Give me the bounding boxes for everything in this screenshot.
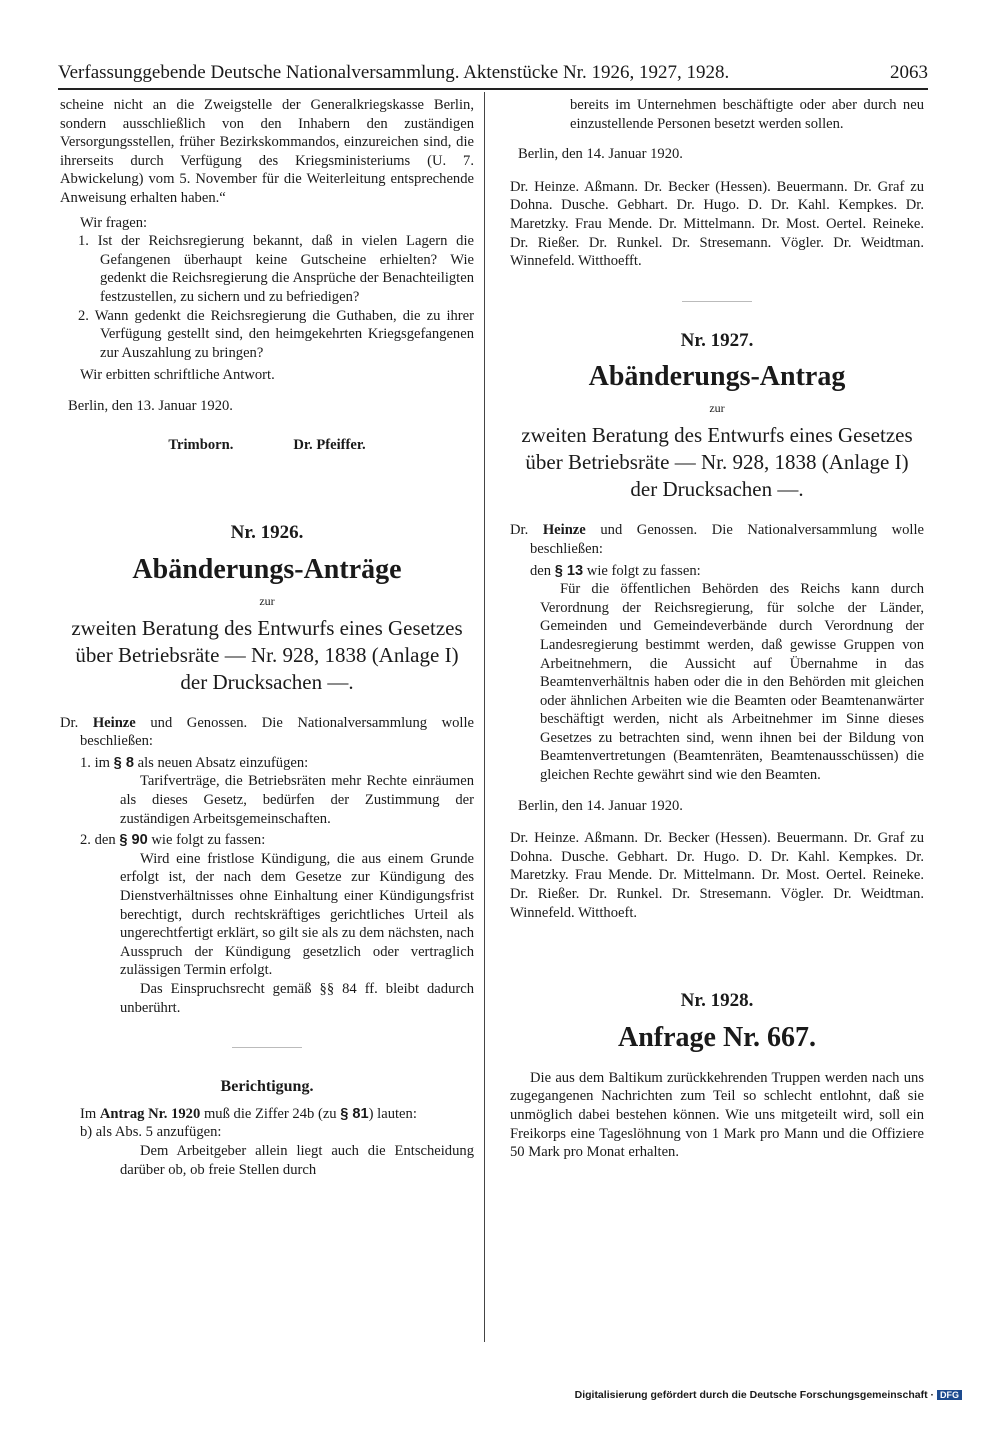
- paragraph: Wir erbitten schriftliche Antwort.: [80, 367, 275, 384]
- text: wie folgt zu fassen:: [151, 832, 266, 849]
- heading-connector: zur: [259, 593, 275, 608]
- text: Dr.: [60, 714, 79, 731]
- date-line: Berlin, den 13. Januar 1920.: [68, 397, 233, 414]
- heading-connector: zur: [709, 401, 725, 416]
- text: als neuen Absatz einzufügen:: [137, 754, 309, 771]
- paragraph-ref: § 90: [119, 832, 148, 849]
- text: 2. den: [80, 832, 116, 849]
- text: ) lauten:: [368, 1105, 417, 1122]
- continued-text: bereits im Unternehmen beschäftigte oder aber durch neu einzustellende Personen besetzt werden sollen.: [570, 97, 924, 132]
- section-heading: Anfrage Nr. 667.: [617, 1021, 817, 1053]
- dfg-logo: DFG: [937, 1390, 962, 1400]
- text: muß die Ziffer 24b (zu: [203, 1105, 337, 1122]
- section-subheading: zweiten Beratung des Entwurfs eines Gesetzes über Betriebsräte — Nr. 928, 1838 (Anlage I) der Drucksachen —.: [521, 423, 913, 502]
- paragraph-ref: § 13: [554, 562, 584, 579]
- digitization-credit: [575, 1388, 962, 1402]
- running-header: [58, 58, 928, 90]
- document-number: Nr. 1927.: [680, 329, 754, 351]
- paragraph: Wir fragen:: [80, 214, 148, 231]
- signatories: Dr. Heinze. Aßmann. Dr. Becker (Hessen). Beuermann. Dr. Graf zu Dohna. Dusche. Gebhart. Dr. Hugo. D. Dr. Kahl. Kempkes. Dr. Maretzky. Frau Mende. Dr. Mittelmann. Dr. Most. Oertel. Reineke. Dr. Rießer. Dr. Runkel. Dr. Stresemann. Vögler. Dr. Weidtman. Winnefeld. Witthoeft.: [510, 830, 924, 921]
- signatories: Dr. Heinze. Aßmann. Dr. Becker (Hessen). Beuermann. Dr. Graf zu Dohna. Dusche. Gebhart. Dr. Hugo. D. Dr. Kahl. Kempkes. Dr. Maretzky. Frau Mende. Dr. Mittelmann. Dr. Most. Oertel. Reineke. Dr. Rießer. Dr. Runkel. Dr. Stresemann. Vögler. Dr. Weidtman. Winnefeld. Witthoefft.: [510, 178, 924, 270]
- correction-heading: Berichtigung.: [220, 1078, 314, 1096]
- text: den: [530, 562, 552, 579]
- paragraph: scheine nicht an die Zweigstelle der Generalkriegskasse Berlin, sondern ausschließlich von den Inhabern den zuständigen Versorgungsstellen, früher Bezirkskommandos, einzureichen sind, die ihrerseits durch Verfügung des Kriegsministeriums (U. 7. Abwickelung) vom 5. November für die Weiterleitung entsprechende Anweisung erhalten haben.“: [60, 97, 474, 206]
- correction-text: [60, 1105, 474, 1124]
- correction-item: b) als Abs. 5 anzufügen:: [80, 1124, 222, 1141]
- date-line: Berlin, den 14. Januar 1920.: [518, 797, 683, 814]
- signatures: [60, 436, 474, 455]
- text: und Genossen. Die Nationalversammlung wolle beschließen:: [80, 714, 475, 750]
- text: und Genossen. Die Nationalversammlung wolle beschließen:: [530, 522, 925, 557]
- section-subheading: zweiten Beratung des Entwurfs eines Gesetzes über Betriebsräte — Nr. 928, 1838 (Anlage I) der Drucksachen —.: [71, 615, 463, 694]
- motion-text: Das Einspruchsrecht gemäß §§ 84 ff. bleibt dadurch unberührt.: [120, 981, 474, 1016]
- name: Heinze: [92, 714, 136, 731]
- left-column: [60, 96, 474, 1179]
- signature: Dr. Pfeiffer.: [293, 436, 366, 453]
- column-divider: [484, 92, 485, 1342]
- date-line: Berlin, den 14. Januar 1920.: [518, 146, 683, 163]
- motion-item: [510, 562, 924, 581]
- separator: [682, 301, 752, 302]
- correction-quote: Dem Arbeitgeber allein liegt auch die Entscheidung darüber ob, ob freie Stellen durch: [120, 1142, 474, 1178]
- page-number: 2063: [884, 62, 928, 84]
- motion-intro: [60, 714, 474, 751]
- signature: Trimborn.: [168, 436, 234, 453]
- motion-text: Für die öffentlichen Behörden des Reichs kann durch Verordnung der Reichsregierung, für solche der Länder, Gemeinden und Gemeindeverbände durch Verordnung der Landesregierung bestimmt werden, daß gewisse Gruppen von Arbeitnehmern, die Aussicht auf Übernahme in das Beamtenverhältnis haben oder die in den Behörden mit gleichen oder ähnlichen Arbeiten wie die Beamten oder Beamtenanwärter beschäftigt werden, nicht als Arbeitnehmer im Sinne dieses Gesetzes zu betrachten sind, wenn ihnen bei der Bildung von Beamtenvertretungen (Beamtenräten, Beamtenausschüssen) die gleichen Rechte gewährt sind wie den Beamten.: [540, 581, 924, 784]
- section-heading: Abänderungs-Antrag: [588, 361, 846, 393]
- credit-text: Digitalisierung gefördert durch die Deutsche Forschungsgemeinschaft ·: [574, 1389, 934, 1401]
- inquiry-text: Die aus dem Baltikum zurückkehrenden Truppen werden nach uns zugegangenen Nachrichten zum Teil so schlecht entlohnt, daß sie unmöglich dabei bestehen können. Wie uns mitgeteilt wird, soll ein Freikorps eine Tageslöhnung von 1 Mark pro Mann und die Offiziere 50 Mark pro Monat erhalten.: [510, 1069, 924, 1161]
- text: wie folgt zu fassen:: [586, 562, 701, 579]
- name: Heinze: [542, 522, 586, 539]
- motion-item-1: [60, 754, 474, 773]
- paragraph-ref: § 8: [113, 754, 134, 771]
- separator: [232, 1047, 302, 1048]
- question-1: 1. Ist der Reichsregierung bekannt, daß in vielen Lagern die Gefangenen überhaupt keine Gutscheine erhielten? Wie gedenkt die Reichsregierung die Ansprüche der Benachteiligten festzustellen, zu sichern und zu befriedigen?: [78, 233, 474, 305]
- text: Dr.: [510, 522, 529, 539]
- motion-text: Wird eine fristlose Kündigung, die aus einem Grunde erfolgt ist, der nach dem Gesetze zur Kündigung des Dienstverhältnisses ohne Einhaltung einer Kündigungsfrist berechtigt, durch rechtskräftiges gerichtliches Urteil als ungerechtfertigt erklärt, so gilt sie als zu dem nächsten, nach Ausspruch der Kündigung gesetzlich oder vertraglich zulässigen Termin erfolgt.: [120, 850, 474, 979]
- motion-intro: [510, 521, 924, 558]
- reference: Antrag Nr. 1920: [99, 1105, 201, 1122]
- paragraph-ref: § 81: [340, 1105, 369, 1122]
- document-number: Nr. 1928.: [680, 990, 754, 1012]
- document-number: Nr. 1926.: [230, 522, 304, 544]
- right-column: [510, 96, 924, 1162]
- text: Im: [80, 1105, 97, 1122]
- header-title: Verfassunggebende Deutsche Nationalversammlung. Aktenstücke Nr. 1926, 1927, 1928.: [58, 62, 730, 83]
- motion-text: Tarifverträge, die Betriebsräten mehr Rechte einräumen als dieses Gesetz, bedürfen der Zustimmung der zuständigen Arbeitsgemeinschaften.: [120, 773, 474, 827]
- section-heading: Abänderungs-Anträge: [132, 553, 402, 585]
- text: 1. im: [80, 754, 110, 771]
- motion-item-2: [60, 831, 474, 850]
- question-2: 2. Wann gedenkt die Reichsregierung die Guthaben, die zu ihrer Verfügung gestellt sind, den heimgekehrten Kriegsgefangenen zur Auszahlung zu bringen?: [78, 307, 474, 361]
